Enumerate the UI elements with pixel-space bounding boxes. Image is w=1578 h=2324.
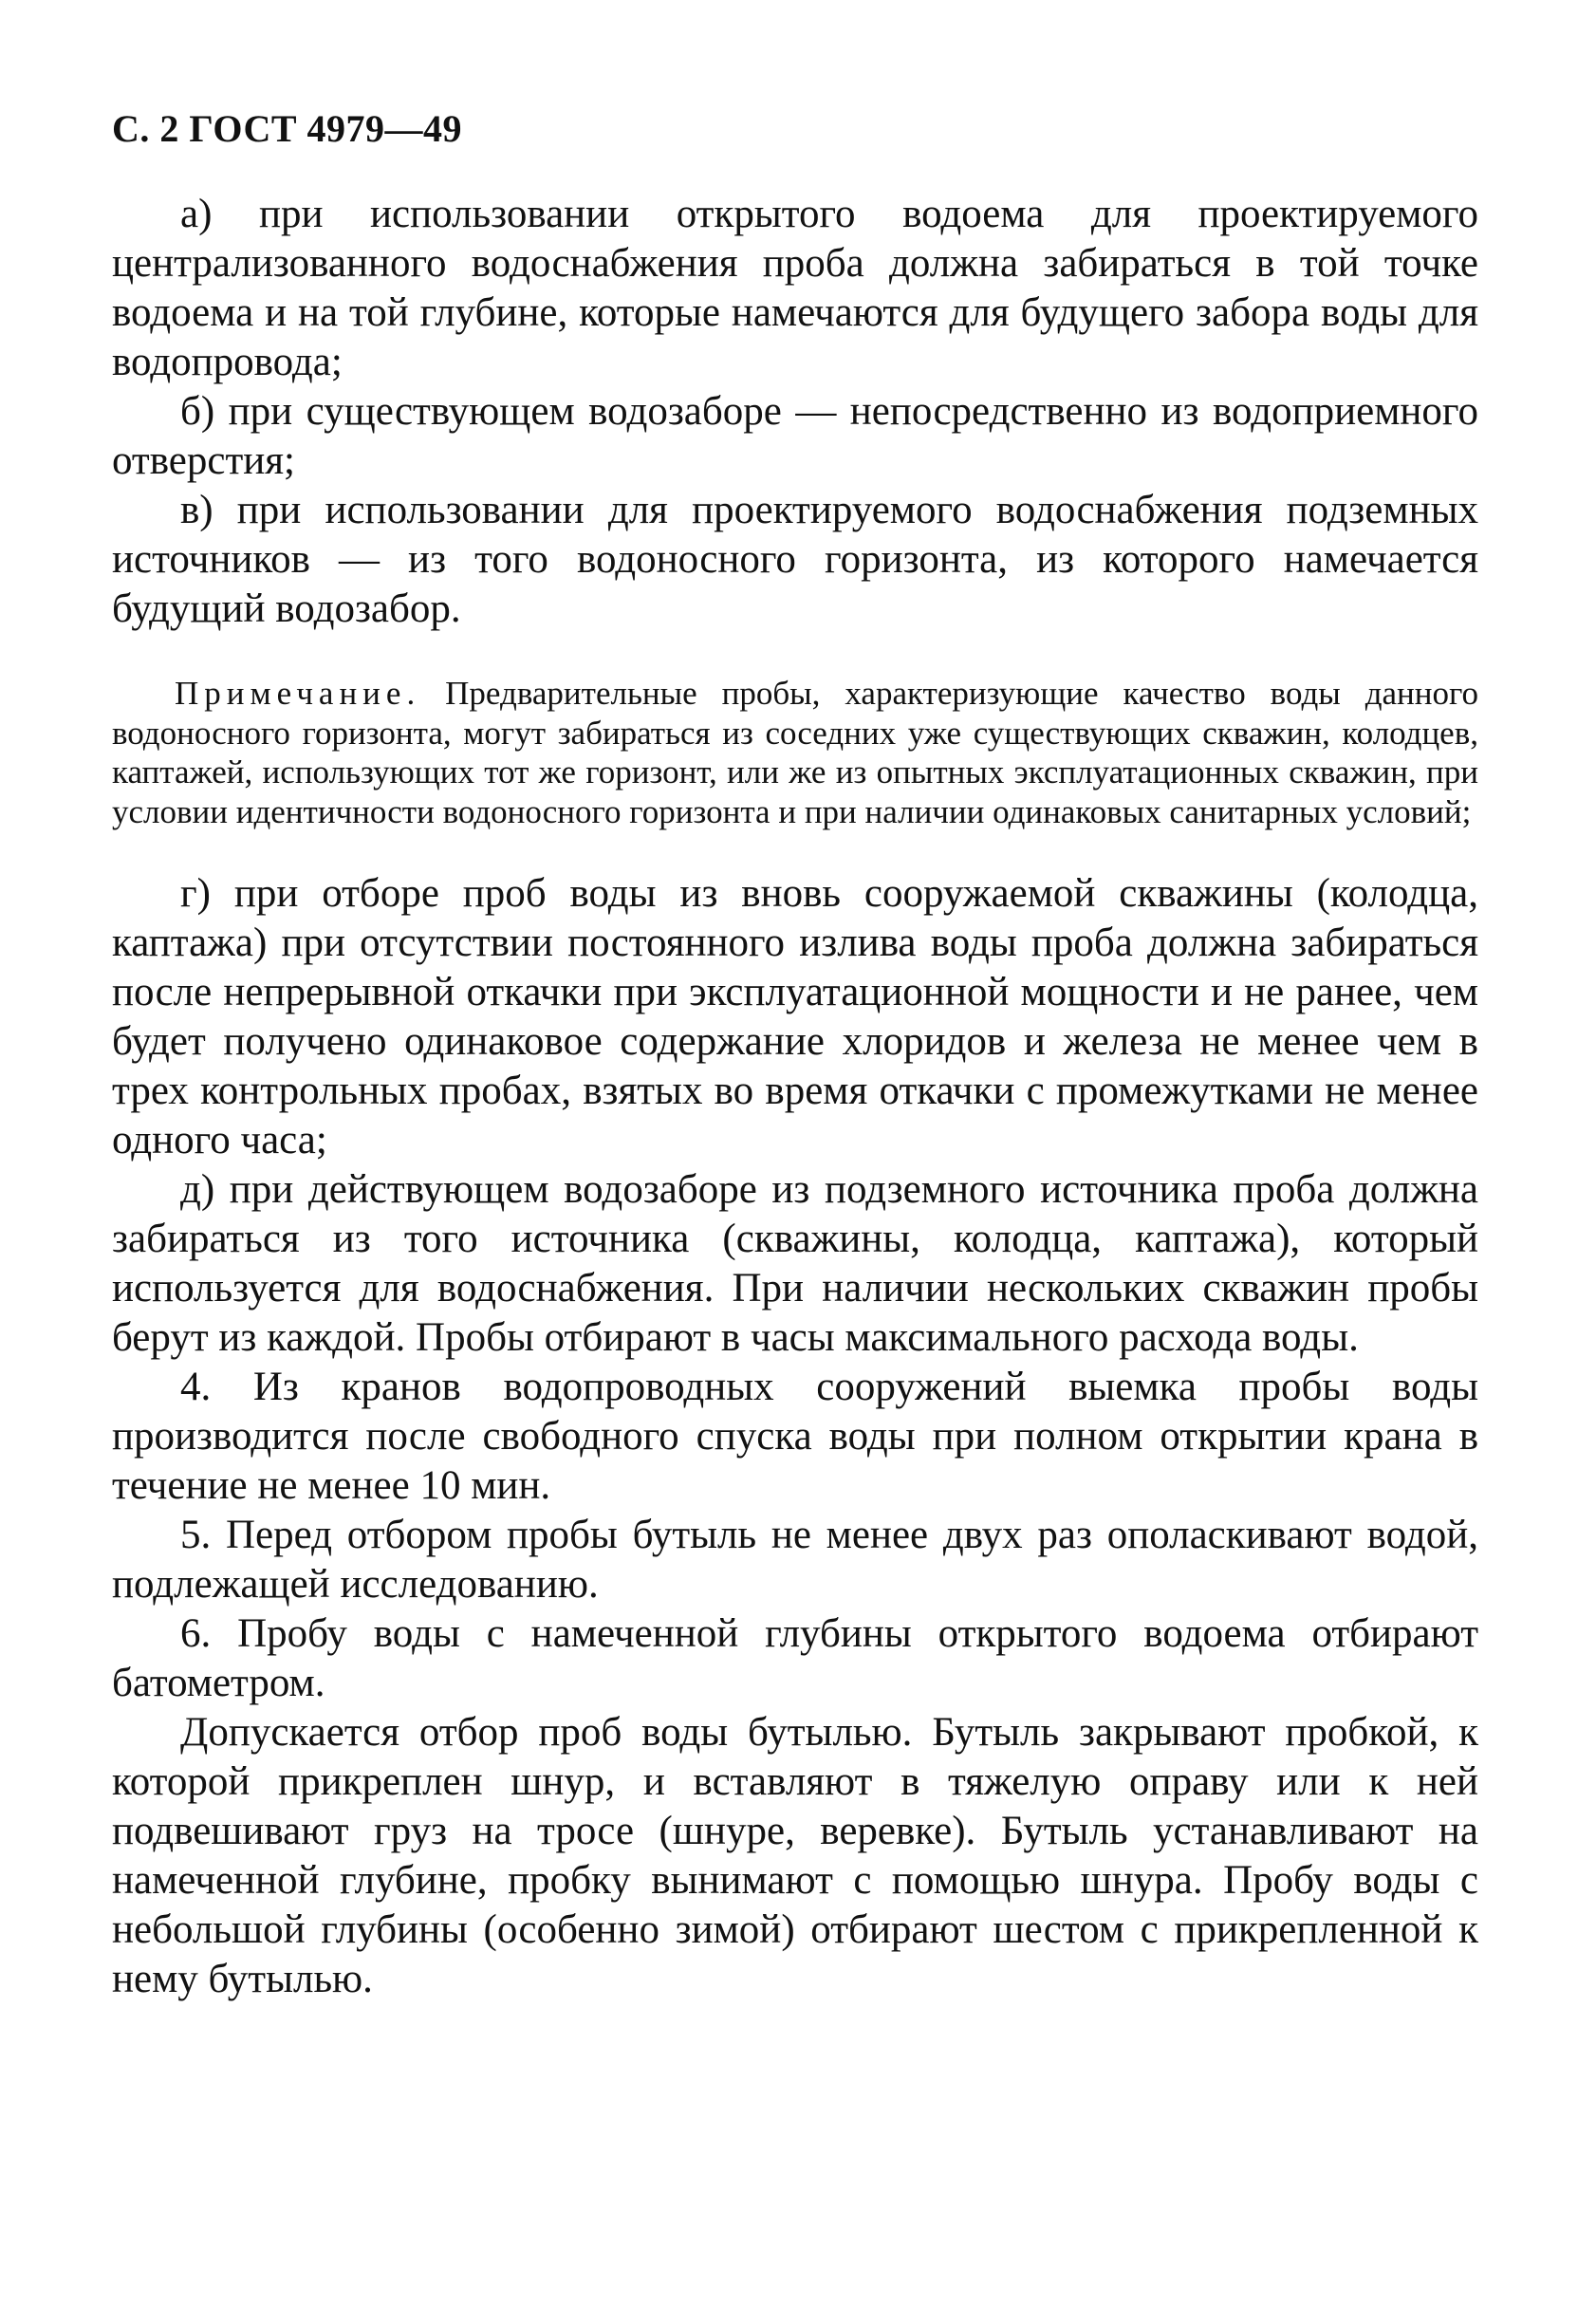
paragraph-item-5: 5. Перед отбором пробы бутыль не менее двух раз ополаскивают водой, подлежащей исследованию. <box>112 1513 1478 1607</box>
paragraph-d: д) при действующем водозаборе из подземного источника проба должна забираться из того источника (скважины, колодца, каптажа), который используется для водоснабжения. При наличии нескольких скважин пробы берут из каждой. Пробы отбирают в часы максимального расхода воды. <box>112 1167 1478 1360</box>
note-label: Примечание. <box>175 675 421 712</box>
paragraph-g: г) при отборе проб воды из вновь сооружаемой скважины (колодца, каптажа) при отсутствии постоянного излива воды проба должна забираться после непрерывной откачки при эксплуатационной мощности и не ранее, чем будет получено одинаковое содержание хлоридов и железа не менее чем в трех контрольных пробах, взятых во время откачки с промежутками не менее одного часа; <box>112 871 1478 1162</box>
document-body <box>112 190 1478 2004</box>
paragraph-b: б) при существующем водозаборе — непосредственно из водоприемного отверстия; <box>112 389 1478 483</box>
paragraph-a: а) при использовании открытого водоема для проектируемого централизованного водоснабжения проба должна забираться в той точке водоема и на той глубине, которые намечаются для будущего забора воды для водопровода; <box>112 192 1478 384</box>
paragraph-bottle-sampling: Допускается отбор проб воды бутылью. Бутыль закрывают пробкой, к которой прикреплен шнур, и вставляют в тяжелую оправу или к ней подвешивают груз на тросе (шнуре, веревке). Бутыль устанавливают на намеченной глубине, пробку вынимают с помощью шнура. Пробу воды с небольшой глубины (особенно зимой) отбирают шестом с прикрепленной к нему бутылью. <box>112 1710 1478 2001</box>
note-block <box>112 674 1478 831</box>
paragraph-item-6: 6. Пробу воды с намеченной глубины открытого водоема отбирают батометром. <box>112 1611 1478 1705</box>
page-header: С. 2 ГОСТ 4979—49 <box>112 107 463 150</box>
paragraph-v: в) при использовании для проектируемого водоснабжения подземных источников — из того водоносного горизонта, из которого намечается будущий водозабор. <box>112 488 1478 631</box>
paragraph-item-4: 4. Из кранов водопроводных сооружений выемка пробы воды производится после свободного спуска воды при полном открытии крана в течение не менее 10 мин. <box>112 1365 1478 1508</box>
note-text: Предварительные пробы, характеризующие качество воды данного водоносного горизонта, могут забираться из соседних уже существующих скважин, колодцев, каптажей, использующих тот же горизонт, или же из опытных эксплуатационных скважин, при условии идентичности водоносного горизонта и при наличии одинаковых санитарных условий; <box>112 675 1478 830</box>
